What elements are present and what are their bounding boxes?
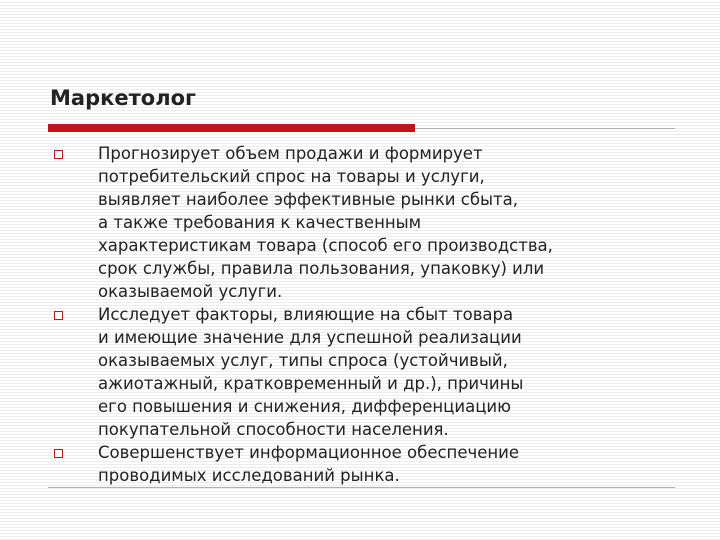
bullet-line: потребительский спрос на товары и услуги,	[98, 167, 485, 186]
bullet-line: оказываемых услуг, типы спроса (устойчивый,	[98, 351, 508, 370]
bullet-list	[48, 142, 678, 487]
bullet-item-research	[48, 303, 678, 441]
bullet-line: выявляет наиболее эффективные рынки сбыта,	[98, 190, 518, 209]
bottom-divider	[48, 487, 675, 488]
bullet-item-improve	[48, 441, 678, 487]
bullet-line: Исследует факторы, влияющие на сбыт товара	[98, 305, 514, 324]
bullet-text	[98, 303, 678, 441]
bullet-item-forecast	[48, 142, 678, 303]
hollow-square-bullet-icon	[54, 449, 63, 458]
bullet-line: а также требования к качественным	[98, 213, 422, 232]
bullet-line: покупательной способности населения.	[98, 420, 449, 439]
bullet-line: оказываемой услуги.	[98, 282, 283, 301]
hollow-square-bullet-icon	[54, 311, 63, 320]
title-underline	[48, 124, 675, 133]
slide-title: Маркетолог	[50, 86, 196, 110]
hollow-square-bullet-icon	[54, 150, 63, 159]
bullet-line: срок службы, правила пользования, упаковку) или	[98, 259, 545, 278]
bullet-line: Прогнозирует объем продажи и формирует	[98, 144, 483, 163]
bullet-line: и имеющие значение для успешной реализации	[98, 328, 522, 347]
title-underline-red-bar	[48, 124, 415, 132]
bullet-line: Совершенствует информационное обеспечение	[98, 443, 520, 462]
bullet-line: проводимых исследований рынка.	[98, 466, 400, 485]
bullet-text	[98, 441, 678, 487]
bullet-line: его повышения и снижения, дифференциацию	[98, 397, 512, 416]
bullet-line: ажиотажный, кратковременный и др.), причины	[98, 374, 524, 393]
bullet-line: характеристикам товара (способ его производства,	[98, 236, 553, 255]
bullet-text	[98, 142, 678, 303]
